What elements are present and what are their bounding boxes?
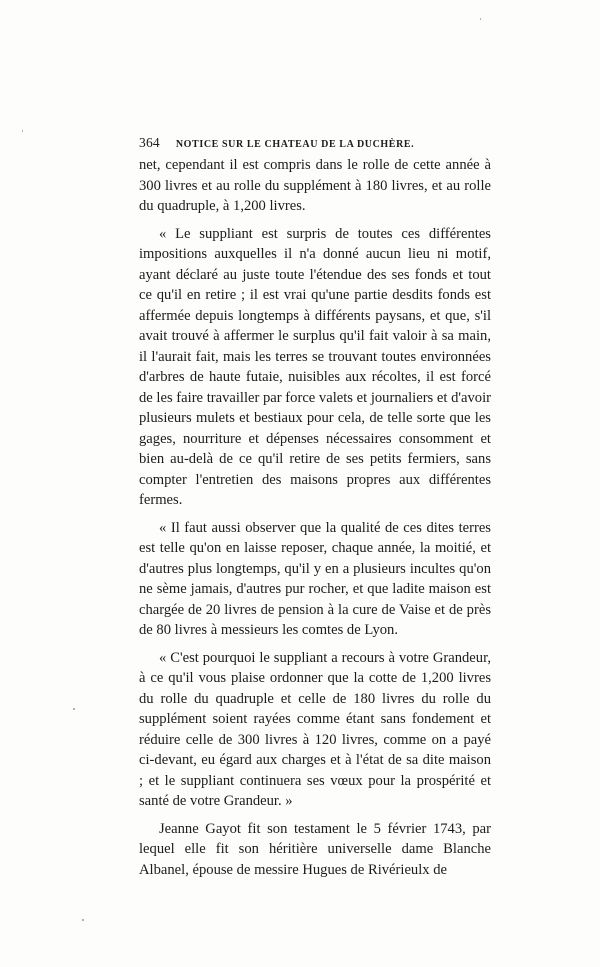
paragraph: net, cependant il est compris dans le rolle de cette année à 300 livres et au rolle du supplément à 180 livres, et au rolle du quadruple, à 1,200 livres. [139,157,491,214]
scan-speck [82,919,84,921]
paragraph: « C'est pourquoi le suppliant a recours à votre Grandeur, à ce qu'il vous plaise ordonner que la cotte de 1,200 livres du rolle du quadruple et celle de 180 livres du rolle du supplément soient rayées comme étant sans fondement et réduire celle de 300 livres à 120 livres, comme on a payé ci-devant, eu égard aux charges et à l'état de sa dite maison ; et le suppliant continuera ses vœux pour la prospérité et santé de votre Grandeur. » [139,649,491,809]
scan-speck [73,708,75,710]
scan-speck [480,18,481,20]
body-text [139,155,491,887]
page-header [139,135,491,151]
running-title: NOTICE SUR LE CHATEAU DE LA DUCHÈRE. [175,139,415,150]
page-number: 364 [139,135,160,150]
scan-speck [22,130,23,132]
paragraph: « Il faut aussi observer que la qualité de ces dites terres est telle qu'on en laisse reposer, chaque année, la moitié, et d'autres plus longtemps, qu'il y en a plusieurs incultes qu'on ne sème jamais, d'autres pur rocher, et que ladite maison est chargée de 20 livres de pension à la cure de Vaise et de près de 80 livres à messieurs les comtes de Lyon. [139,519,491,638]
paragraph: Jeanne Gayot fit son testament le 5 février 1743, par lequel elle fit son héritière universelle dame Blanche Albanel, épouse de messire Hugues de Rivérieulx de [139,820,491,878]
paragraph: « Le suppliant est surpris de toutes ces différentes impositions auxquelles il n'a donné aucun lieu ni motif, ayant déclaré au juste toute l'étendue des ses fonds et tout ce qu'il en retire ; il est vrai qu'une partie desdits fonds est affermée depuis longtemps à différents paysans, et que, s'il avait trouvé à affermer le surplus qu'il fait valoir à sa main, il l'aurait fait, mais les terres se trouvant toutes environnées d'arbres de haute futaie, nuisibles aux récoltes, il est forcé de les faire travailler par force valets et journaliers et d'avoir plusieurs mulets et bestiaux pour cela, de telle sorte que les gages, nourriture et dépenses nécessaires consomment et bien au-delà de ce qu'il retire de ses petits fermiers, sans compter l'entretien des maisons propres aux différentes fermes. [139,225,491,508]
